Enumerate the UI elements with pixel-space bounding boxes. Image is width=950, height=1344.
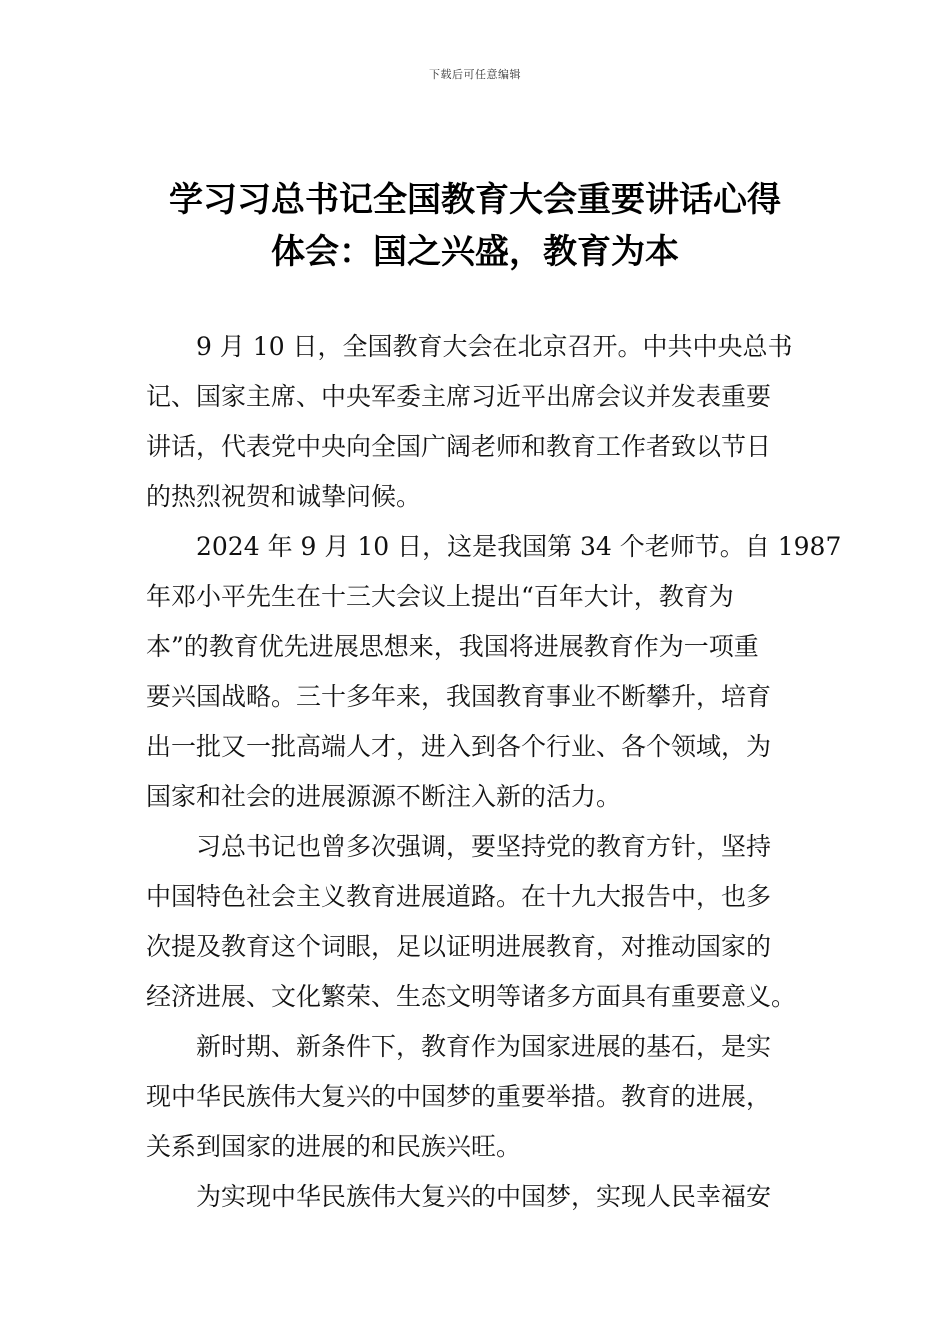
paragraph-4 xyxy=(146,1022,806,1172)
paragraph-line: 本”的教育优先进展思想来，我国将进展教育作为一项重 xyxy=(146,632,759,661)
paragraph-line: 记、国家主席、中央军委主席习近平出席会议并发表重要 xyxy=(146,382,772,411)
document-title xyxy=(120,174,830,278)
paragraph-line: 年邓小平先生在十三大会议上提出“百年大计，教育为 xyxy=(146,582,734,611)
paragraph-line: 习总书记也曾多次强调，要坚持党的教育方针，坚持 xyxy=(196,832,772,861)
title-line-1: 学习习总书记全国教育大会重要讲话心得 xyxy=(169,180,781,220)
paragraph-line: 新时期、新条件下，教育作为国家进展的基石，是实 xyxy=(196,1032,772,1061)
title-line-2: 体会：国之兴盛，教育为本 xyxy=(271,232,679,272)
paragraph-line: 中国特色社会主义教育进展道路。在十九大报告中，也多 xyxy=(146,882,772,911)
paragraph-1 xyxy=(146,322,806,522)
paragraph-line: 讲话，代表党中央向全国广阔老师和教育工作者致以节日 xyxy=(146,432,772,461)
paragraph-line: 出一批又一批高端人才，进入到各个行业、各个领域，为 xyxy=(146,732,772,761)
paragraph-line: 的热烈祝贺和诚挚问候。 xyxy=(146,482,422,511)
document-body xyxy=(146,322,842,1222)
paragraph-line: 要兴国战略。三十多年来，我国教育事业不断攀升，培育 xyxy=(146,682,772,711)
paragraph-5 xyxy=(146,1172,806,1222)
paragraph-3 xyxy=(146,822,806,1022)
paragraph-line: 2024 年 9 月 10 日，这是我国第 34 个老师节。自 1987 xyxy=(196,532,842,561)
paragraph-line: 次提及教育这个词眼，足以证明进展教育，对推动国家的 xyxy=(146,932,772,961)
paragraph-line: 经济进展、文化繁荣、生态文明等诸多方面具有重要意义。 xyxy=(146,982,797,1011)
paragraph-line: 9 月 10 日，全国教育大会在北京召开。中共中央总书 xyxy=(196,332,793,361)
paragraph-line: 关系到国家的进展的和民族兴旺。 xyxy=(146,1132,522,1161)
paragraph-2 xyxy=(146,522,842,822)
header-note: 下载后可任意编辑 xyxy=(429,68,521,81)
paragraph-line: 为实现中华民族伟大复兴的中国梦，实现人民幸福安 xyxy=(196,1182,772,1211)
paragraph-line: 国家和社会的进展源源不断注入新的活力。 xyxy=(146,782,622,811)
paragraph-line: 现中华民族伟大复兴的中国梦的重要举措。教育的进展， xyxy=(146,1082,772,1111)
